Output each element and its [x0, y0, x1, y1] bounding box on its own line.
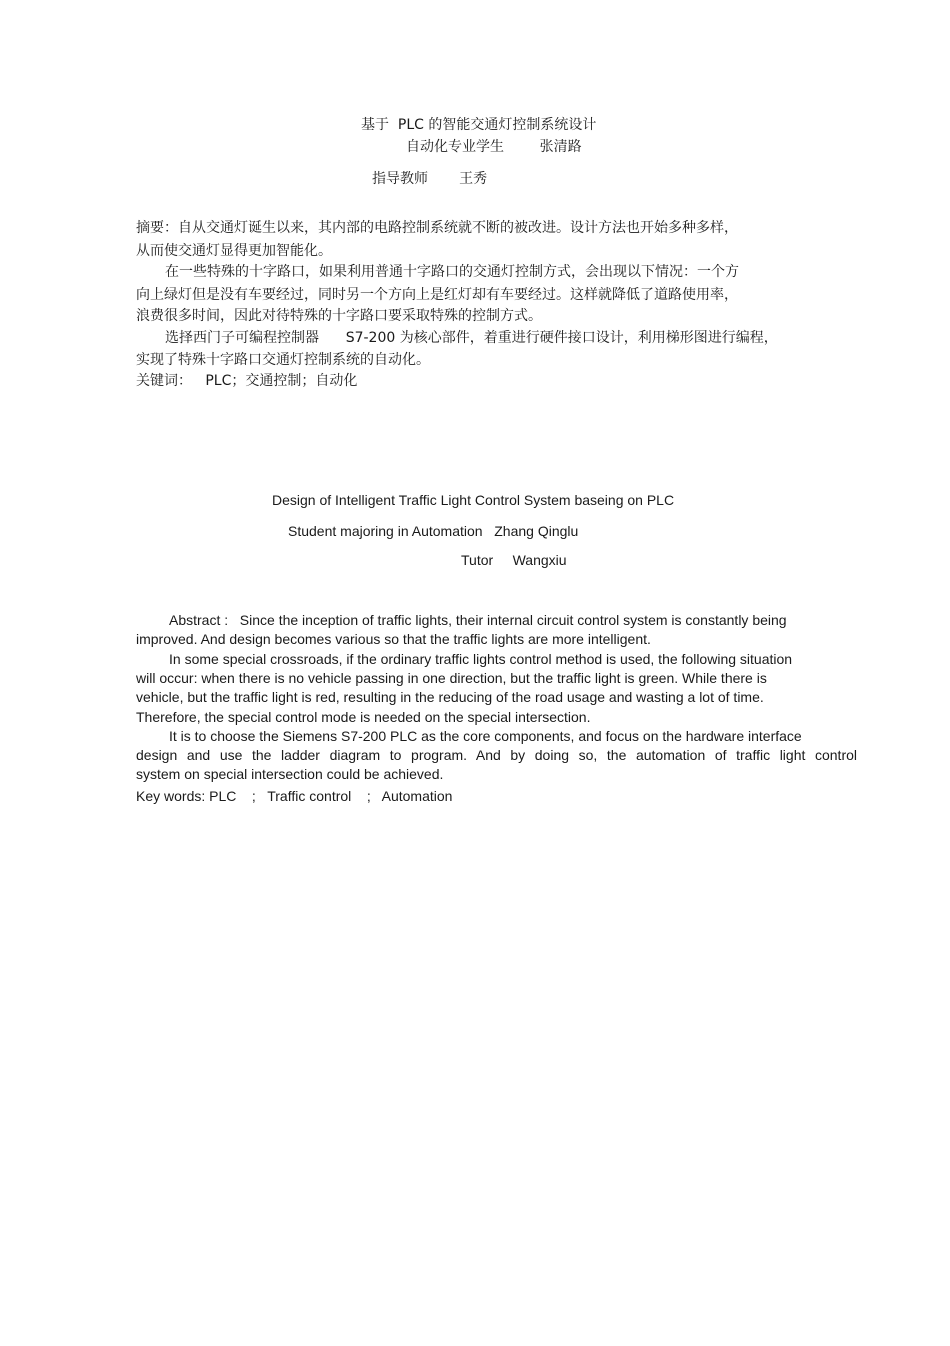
en-abstract-line: vehicle, but the traffic light is red, resulting in the reducing of the road usage and wasting a lot of time.: [136, 689, 764, 705]
en-tutor-line: Tutor Wangxiu: [461, 552, 567, 568]
en-abstract-line: Therefore, the special control mode is needed on the special intersection.: [136, 709, 591, 725]
cn-student-line: 自动化专业学生 张清路: [406, 139, 582, 155]
cn-abstract-line: 摘要：自从交通灯诞生以来，其内部的电路控制系统就不断的被改进。设计方法也开始多种多样，: [136, 220, 738, 236]
en-abstract-line: system on special intersection could be achieved.: [136, 766, 444, 782]
en-abstract-line: will occur: when there is no vehicle passing in one direction, but the traffic light is green. While there is: [136, 670, 767, 686]
cn-abstract-line: 选择西门子可编程控制器 S7-200 为核心部件，着重进行硬件接口设计，利用梯形图进行编程，: [165, 330, 778, 346]
en-abstract-line: Abstract : Since the inception of traffic lights, their internal circuit control system is constantly being: [169, 612, 787, 628]
en-keywords: Key words: PLC ; Traffic control ; Automation: [136, 788, 453, 804]
en-abstract-line: design and use the ladder diagram to program. And by doing so, the automation of traffic light control: [136, 747, 857, 763]
en-abstract-line: improved. And design becomes various so that the traffic lights are more intelligent.: [136, 631, 651, 647]
cn-tutor-line: 指导教师 王秀: [372, 171, 488, 187]
en-student-line: Student majoring in Automation Zhang Qinglu: [288, 523, 579, 539]
en-abstract-line: It is to choose the Siemens S7-200 PLC as the core components, and focus on the hardware interface: [169, 728, 802, 744]
en-paper-title: Design of Intelligent Traffic Light Control System baseing on PLC: [272, 492, 675, 508]
cn-abstract-line: 向上绿灯但是没有车要经过，同时另一个方向上是红灯却有车要经过。这样就降低了道路使用率，: [136, 287, 738, 303]
cn-abstract-line: 从而使交通灯显得更加智能化。: [136, 243, 332, 259]
cn-abstract-line: 浪费很多时间，因此对待特殊的十字路口要采取特殊的控制方式。: [136, 308, 542, 324]
cn-paper-title: 基于 PLC 的智能交通灯控制系统设计: [361, 117, 597, 133]
cn-abstract-line: 实现了特殊十字路口交通灯控制系统的自动化。: [136, 352, 430, 368]
cn-abstract-line: 在一些特殊的十字路口，如果利用普通十字路口的交通灯控制方式，会出现以下情况：一个方: [165, 264, 739, 280]
en-abstract-line: In some special crossroads, if the ordinary traffic lights control method is used, the following situation: [169, 651, 793, 667]
cn-keywords: 关键词： PLC；交通控制；自动化: [136, 373, 358, 389]
